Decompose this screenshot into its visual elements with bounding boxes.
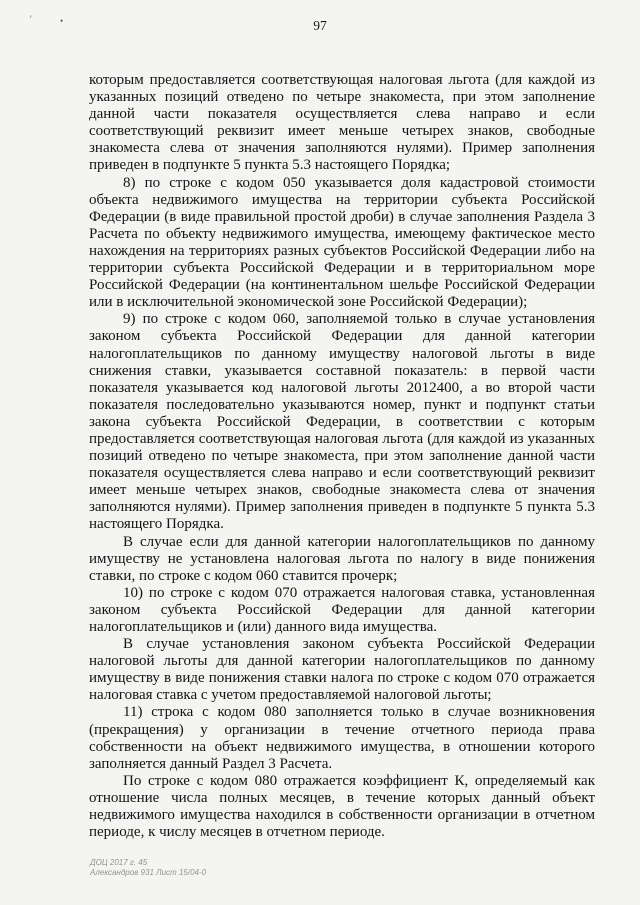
scan-mark: ' — [30, 14, 32, 24]
footer-stamp — [90, 858, 206, 878]
paragraph: 10) по строке с кодом 070 отражается налоговая ставка, установленная законом субъекта Российской Федерации для данной категории налогоплательщиков и (или) данного вида имущества. — [89, 584, 595, 635]
paragraph: По строке с кодом 080 отражается коэффициент К, определяемый как отношение числа полных месяцев, в течение которых данный объект недвижимого имущества находился в собственности организации в отчетном периоде, к числу месяцев в отчетном периоде. — [89, 772, 595, 841]
paragraph: 9) по строке с кодом 060, заполняемой только в случае установления законом субъекта Российской Федерации для данной категории налогоплательщиков по данному имуществу налоговой льготы в виде снижения ставки, указывается составной показатель: в первой части показателя указывается код налоговой льготы 2012400, а во второй части показателя последовательно указываются номер, пункт и подпункт статьи закона субъекта Российской Федерации, в соответствии с которым предоставляется соответствующая налоговая льгота (для каждой из указанных позиций отведено по четыре знакоместа, при этом заполнение данной части показателя осуществляется слева направо и если соответствующий реквизит имеет меньше четырех знаков, свободные знакоместа слева от значения заполняются нулями). Пример заполнения приведен в подпункте 5 пункта 5.3 настоящего Порядка. — [89, 311, 595, 533]
paragraph: 11) строка с кодом 080 заполняется только в случае возникновения (прекращения) у организации в течение отчетного периода права собственности на объект недвижимого имущества, в отношении которого заполняется данный Раздел 3 Расчета. — [89, 704, 595, 772]
paragraph: В случае если для данной категории налогоплательщиков по данному имуществу не установлена налоговая льгота по налогу в виде понижения ставки, по строке с кодом 060 ставится прочерк; — [89, 533, 595, 584]
paragraph: которым предоставляется соответствующая налоговая льгота (для каждой из указанных позиций отведено по четыре знакоместа, при этом заполнение данной части показателя осуществляется слева направо и если соответствующий реквизит имеет меньше четырех знаков, свободные знакоместа слева от значения заполняются нулями). Пример заполнения приведен в подпункте 5 пункта 5.3 настоящего Порядка; — [89, 72, 595, 174]
page-number: 97 — [313, 18, 327, 33]
paragraph: 8) по строке с кодом 050 указывается доля кадастровой стоимости объекта недвижимого имущества на территории субъекта Российской Федерации (в виде правильной простой дроби) в случае заполнения Раздела 3 Расчета по объекту недвижимого имущества, имеющему фактическое место нахождения на территориях разных субъектов Российской Федерации либо на территории субъекта Российской Федерации и в территориальном море Российской Федерации (на континентальном шельфе Российской Федерации или в исключительной экономической зоне Российской Федерации); — [89, 174, 595, 311]
document-body — [89, 72, 595, 841]
footer-stamp-line: Александров 931 Лист 15/04-0 — [90, 868, 207, 877]
paragraph: В случае установления законом субъекта Российской Федерации налоговой льготы для данной категории налогоплательщиков по данному имуществу в виде понижения ставки налога по строке с кодом 070 отражается налоговая ставка с учетом предоставляемой налоговой льготы; — [89, 636, 595, 704]
scan-mark: • — [60, 16, 64, 26]
footer-stamp-line: ДОЦ 2017 г. 45 — [90, 858, 148, 867]
